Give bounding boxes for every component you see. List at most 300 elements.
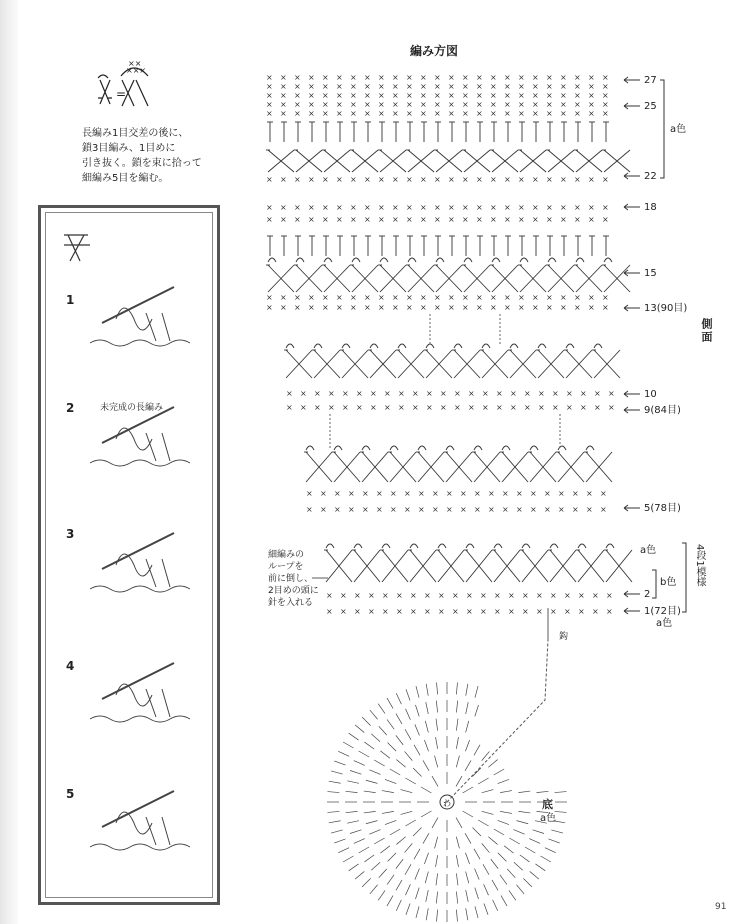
stitch-mark: ×: [364, 91, 371, 100]
round-stitch: [465, 760, 471, 770]
round-stitch: [498, 820, 509, 824]
round-stitch: [349, 864, 359, 871]
round-stitch: [509, 890, 516, 900]
round-stitch: [498, 853, 506, 861]
stitch-mark: [426, 344, 434, 348]
stitch-mark: ×: [552, 403, 559, 412]
stitch-mark: ×: [490, 303, 497, 312]
stitch-mark: ×: [308, 91, 315, 100]
stitch-mark: ×: [434, 91, 441, 100]
round-stitch: [437, 910, 438, 922]
round-stitch: [533, 830, 544, 834]
stitch-mark: ×: [300, 403, 307, 412]
round-stitch: [369, 830, 380, 835]
stitch-mark: ×: [504, 82, 511, 91]
round-stitch: [436, 719, 438, 731]
round-stitch: [472, 827, 480, 835]
stitch-mark: ×: [334, 505, 341, 514]
stitch-mark: ×: [266, 215, 273, 224]
round-stitch: [364, 791, 376, 793]
stitch-mark: [446, 446, 454, 450]
round-stitch: [456, 855, 458, 867]
stitch-mark: ×: [462, 109, 469, 118]
technique-panel-inner: [45, 212, 213, 898]
stitch-mark: ×: [378, 91, 385, 100]
stitch-mark: ×: [392, 203, 399, 212]
stitch-mark: ×: [308, 109, 315, 118]
stitch-mark: [408, 258, 416, 262]
stitch-mark: ×: [280, 215, 287, 224]
bottom-round-chart: [327, 640, 567, 922]
stitch-mark: ×: [476, 203, 483, 212]
stitch-mark: ×: [308, 175, 315, 184]
stitch-mark: ×: [434, 100, 441, 109]
stitch-mark: ×: [266, 293, 273, 302]
round-stitch: [355, 871, 364, 879]
stitch-mark: ×: [294, 203, 301, 212]
stitch-mark: [398, 344, 406, 348]
stitch-mark: ×: [356, 389, 363, 398]
stitch-mark: ×: [406, 303, 413, 312]
stitch-mark: ×: [364, 293, 371, 302]
stitch-mark: ×: [382, 591, 389, 600]
row-label-1: 1(72目): [644, 606, 681, 617]
stitch-mark: [334, 446, 342, 450]
stitch-mark: ×: [546, 293, 553, 302]
stitch-mark: ×: [588, 82, 595, 91]
stitch-mark: ×: [308, 73, 315, 82]
stitch-mark: ×: [354, 591, 361, 600]
stitch-mark: ×: [354, 607, 361, 616]
step-2-number: 2: [66, 401, 75, 415]
round-stitch: [390, 769, 400, 775]
round-stitch: [432, 776, 438, 786]
round-stitch: [437, 682, 438, 694]
stitch-mark: ×: [594, 403, 601, 412]
stitch-mark: ×: [532, 293, 539, 302]
stitch-mark: ×: [420, 73, 427, 82]
round-stitch: [518, 791, 530, 793]
loop-note-line: ループを: [268, 562, 304, 572]
stitch-mark: ×: [504, 100, 511, 109]
stitch-mark: ×: [536, 607, 543, 616]
round-stitch: [362, 878, 370, 886]
stitch-mark: ×: [466, 591, 473, 600]
stitch-mark: ×: [488, 505, 495, 514]
stitch-mark: ×: [476, 215, 483, 224]
stitch-mark: ×: [518, 215, 525, 224]
stitch-mark: ×: [322, 175, 329, 184]
round-stitch: [463, 787, 473, 793]
stitch-mark: ×: [392, 82, 399, 91]
stitch-chart: [266, 73, 632, 616]
round-stitch: [327, 811, 339, 812]
round-stitch: [334, 839, 345, 843]
stitch-mark: ×: [538, 403, 545, 412]
round-stitch: [364, 742, 374, 749]
stitch-mark: ×: [280, 203, 287, 212]
round-stitch: [405, 778, 415, 784]
stitch-mark: ×: [532, 100, 539, 109]
stitch-mark: [382, 544, 390, 548]
round-stitch: [405, 751, 413, 760]
stitch-mark: ×: [490, 82, 497, 91]
equals-sign: =: [116, 87, 127, 101]
stitch-mark: ×: [490, 91, 497, 100]
round-stitch: [343, 856, 353, 862]
stitch-mark: [558, 446, 566, 450]
round-stitch: [413, 768, 421, 776]
stitch-mark: ×: [336, 91, 343, 100]
stitch-mark: ×: [602, 82, 609, 91]
stitch-mark: ×: [378, 303, 385, 312]
round-stitch: [382, 811, 394, 813]
round-stitch: [354, 761, 365, 766]
round-stitch: [396, 880, 402, 890]
stitch-mark: ×: [518, 82, 525, 91]
stitch-mark: ×: [560, 100, 567, 109]
round-stitch: [435, 837, 438, 849]
stitch-mark: ×: [294, 73, 301, 82]
stitch-mark: ×: [266, 82, 273, 91]
stitch-mark: ×: [524, 389, 531, 398]
stitch-mark: ×: [410, 607, 417, 616]
round-stitch: [475, 686, 478, 698]
stitch-mark: ×: [434, 82, 441, 91]
stitch-mark: ×: [474, 505, 481, 514]
stitch-mark: ×: [504, 91, 511, 100]
stitch-mark: ×: [322, 215, 329, 224]
stitch-mark: ×: [532, 109, 539, 118]
round-stitch: [456, 837, 459, 849]
stitch-mark: ×: [578, 607, 585, 616]
stitch-mark: ×: [476, 82, 483, 91]
round-stitch: [329, 821, 341, 823]
round-stitch: [387, 698, 393, 708]
stitch-mark: ×: [560, 175, 567, 184]
stitch-mark: ×: [448, 175, 455, 184]
stitch-mark: ×: [588, 100, 595, 109]
round-stitch: [551, 830, 563, 833]
round-stitch: [530, 871, 539, 879]
stitch-mark: ×: [448, 293, 455, 302]
b-color-label: b色: [660, 577, 677, 588]
row-arrows: [624, 77, 640, 614]
stitch-mark: ×: [504, 175, 511, 184]
stitch-mark: ×: [432, 489, 439, 498]
stitch-mark: ×: [532, 91, 539, 100]
stitch-mark: ×: [280, 303, 287, 312]
stitch-mark: ×: [460, 505, 467, 514]
stitch-mark: ×: [532, 203, 539, 212]
round-stitch: [426, 908, 428, 920]
stitch-mark: ×: [406, 100, 413, 109]
stitch-mark: ×: [574, 215, 581, 224]
stitch-mark: ×: [336, 73, 343, 82]
stitch-mark: ×: [434, 303, 441, 312]
stitch-mark: ×: [426, 403, 433, 412]
stitch-mark: ×: [398, 403, 405, 412]
round-stitch: [371, 734, 380, 742]
stitch-mark: ×: [322, 82, 329, 91]
round-stitch: [415, 705, 419, 716]
round-stitch: [456, 682, 457, 694]
round-stitch: [338, 751, 349, 756]
stitch-mark: ×: [490, 175, 497, 184]
round-stitch: [380, 751, 390, 758]
stitch-mark: ×: [350, 109, 357, 118]
round-stitch: [432, 818, 438, 828]
stitch-mark: [502, 446, 510, 450]
stitch-mark: ×: [544, 489, 551, 498]
round-stitch: [401, 811, 413, 814]
stitch-mark: [296, 258, 304, 262]
stitch-mark: ×: [364, 100, 371, 109]
stitch-mark: ×: [536, 591, 543, 600]
round-stitch: [423, 760, 429, 770]
stitch-mark: ×: [314, 403, 321, 412]
stitch-mark: ×: [490, 215, 497, 224]
round-stitch: [456, 873, 458, 885]
stitch-mark: ×: [420, 91, 427, 100]
step-1-number: 1: [66, 293, 75, 307]
stitch-mark: [586, 446, 594, 450]
stitch-mark: [492, 258, 500, 262]
bottom-color-label: a色: [540, 813, 557, 824]
round-stitch: [382, 791, 394, 793]
stitch-mark: ×: [546, 100, 553, 109]
stitch-mark: ×: [560, 109, 567, 118]
stitch-mark: ×: [392, 303, 399, 312]
stitch-mark: [342, 344, 350, 348]
stitch-mark: ×: [266, 203, 273, 212]
note-line: 引き抜く。鎖を束に拾って: [82, 158, 202, 169]
round-stitch: [520, 855, 530, 862]
round-stitch: [509, 838, 519, 844]
round-stitch: [406, 884, 411, 895]
stitch-mark: ×: [588, 73, 595, 82]
stitch-mark: [530, 446, 538, 450]
stitch-mark: ×: [602, 100, 609, 109]
stitch-mark: ×: [558, 505, 565, 514]
round-stitch: [424, 740, 428, 751]
stitch-mark: [390, 446, 398, 450]
stitch-mark: ×: [348, 505, 355, 514]
stitch-mark: ×: [314, 389, 321, 398]
round-stitch: [465, 833, 471, 843]
stitch-mark: ×: [406, 203, 413, 212]
stitch-mark: ×: [424, 607, 431, 616]
round-stitch: [456, 737, 458, 749]
stitch-mark: ×: [532, 303, 539, 312]
stitch-mark: ×: [336, 100, 343, 109]
stitch-mark: ×: [266, 175, 273, 184]
stitch-mark: ×: [392, 109, 399, 118]
stitch-mark: ×: [342, 389, 349, 398]
stitch-mark: ×: [508, 591, 515, 600]
technique-panel: [38, 205, 220, 905]
stitch-mark: ×: [368, 591, 375, 600]
row-arrow: [624, 505, 640, 511]
stitch-mark: ×: [454, 403, 461, 412]
stitch-mark: ×: [574, 175, 581, 184]
round-stitch: [548, 839, 559, 843]
round-stitch: [426, 684, 428, 696]
round-stitch: [405, 864, 411, 874]
round-stitch: [415, 888, 419, 899]
round-stitch: [465, 740, 469, 751]
stitch-mark: ×: [336, 293, 343, 302]
stitch-mark: ×: [412, 403, 419, 412]
round-stitch: [329, 781, 341, 783]
round-stitch: [436, 855, 438, 867]
svg-text:×××: ×××: [126, 66, 147, 75]
stitch-mark: ×: [446, 489, 453, 498]
stitch-mark: ×: [518, 109, 525, 118]
stitch-mark: ×: [308, 303, 315, 312]
stitch-mark: ×: [336, 175, 343, 184]
round-stitch: [390, 829, 400, 835]
round-stitch: [343, 742, 353, 748]
round-stitch: [456, 719, 458, 731]
stitch-mark: ×: [378, 215, 385, 224]
round-stitch: [478, 820, 488, 826]
stitch-mark: ×: [448, 100, 455, 109]
stitch-mark: [380, 258, 388, 262]
round-stitch: [346, 811, 358, 812]
stitch-mark: ×: [286, 389, 293, 398]
round-stitch: [466, 721, 469, 733]
stitch-mark: [566, 344, 574, 348]
round-stitch: [416, 686, 419, 698]
svg-text:××: ××: [128, 59, 142, 68]
stitch-mark: ×: [504, 73, 511, 82]
round-stitch: [385, 779, 396, 783]
stitch-mark: ×: [588, 91, 595, 100]
stitch-mark: ×: [560, 91, 567, 100]
stitch-mark: ×: [294, 82, 301, 91]
round-stitch: [466, 890, 468, 902]
stitch-mark: ×: [280, 100, 287, 109]
stitch-mark: ×: [322, 91, 329, 100]
stitch-mark: ×: [510, 403, 517, 412]
row-arrow: [624, 407, 640, 413]
stitch-mark: [510, 344, 518, 348]
stitch-mark: ×: [518, 303, 525, 312]
note-line: 細編み5目を編む。: [82, 173, 169, 184]
stitch-mark: ×: [560, 73, 567, 82]
stitch-mark: ×: [378, 109, 385, 118]
stitch-mark: ×: [560, 303, 567, 312]
round-stitch: [501, 896, 507, 906]
stitch-mark: ×: [434, 203, 441, 212]
stitch-mark: ×: [476, 109, 483, 118]
stitch-mark: ×: [530, 489, 537, 498]
round-stitch: [504, 846, 514, 853]
illustration-chain: [90, 586, 190, 592]
stitch-mark: ×: [420, 100, 427, 109]
stitch-mark: ×: [504, 109, 511, 118]
stitch-mark: ×: [592, 607, 599, 616]
round-stitch: [396, 900, 401, 911]
stitch-mark: ×: [404, 489, 411, 498]
round-stitch: [482, 790, 494, 793]
stitch-mark: ×: [308, 215, 315, 224]
stitch-mark: ×: [574, 82, 581, 91]
stitch-mark: ×: [392, 100, 399, 109]
round-stitch: [396, 837, 405, 845]
stitch-mark: ×: [280, 91, 287, 100]
stitch-mark: ×: [406, 293, 413, 302]
stitch-mark: ×: [574, 100, 581, 109]
stitch-mark: ×: [476, 91, 483, 100]
illustration-chain: [90, 460, 190, 466]
stitch-mark: [286, 344, 294, 348]
stitch-mark: ×: [532, 175, 539, 184]
round-stitch: [492, 880, 498, 890]
side-label: 側面: [700, 318, 713, 344]
stitch-mark: ×: [586, 505, 593, 514]
round-stitch: [523, 878, 531, 886]
round-stitch: [435, 756, 438, 768]
stitch-mark: ×: [336, 203, 343, 212]
stitch-mark: ×: [420, 303, 427, 312]
round-stitch: [488, 837, 497, 845]
stitch-mark: ×: [378, 175, 385, 184]
stitch-mark: ×: [322, 109, 329, 118]
stitch-mark: ×: [384, 403, 391, 412]
round-stitch: [436, 737, 438, 749]
stitch-mark: ×: [558, 489, 565, 498]
stitch-mark: ×: [328, 389, 335, 398]
stitch-mark: ×: [546, 203, 553, 212]
stitch-mark: ×: [364, 203, 371, 212]
stitch-mark: ×: [378, 82, 385, 91]
stitch-mark: ×: [294, 215, 301, 224]
round-stitch: [426, 890, 428, 902]
stitch-mark: [436, 258, 444, 262]
stitch-mark: [474, 446, 482, 450]
round-stitch: [541, 856, 551, 862]
round-stitch: [415, 724, 420, 735]
stitch-mark: [522, 544, 530, 548]
a-color-label-top: a色: [670, 124, 687, 135]
stitch-mark: ×: [326, 607, 333, 616]
stitch-mark: [464, 258, 472, 262]
stitch-mark: ×: [340, 591, 347, 600]
stitch-mark: ×: [462, 303, 469, 312]
round-stitch: [456, 776, 462, 786]
stitch-mark: ×: [454, 389, 461, 398]
stitch-mark: ×: [448, 215, 455, 224]
row-label-22: 22: [644, 171, 657, 182]
round-stitch: [406, 709, 411, 720]
stitch-mark: ×: [336, 109, 343, 118]
round-stitch: [414, 745, 420, 755]
stitch-mark: ×: [462, 175, 469, 184]
stitch-mark: ×: [586, 489, 593, 498]
stitch-mark: ×: [580, 389, 587, 398]
round-stitch: [379, 726, 387, 735]
round-stitch: [466, 684, 468, 696]
illustration-chain: [90, 340, 190, 346]
stitch-mark: ×: [594, 389, 601, 398]
round-stitch: [355, 725, 364, 733]
round-stitch: [466, 872, 469, 884]
stitch-mark: ×: [494, 591, 501, 600]
stitch-mark: ×: [438, 591, 445, 600]
stitch-mark: ×: [602, 175, 609, 184]
